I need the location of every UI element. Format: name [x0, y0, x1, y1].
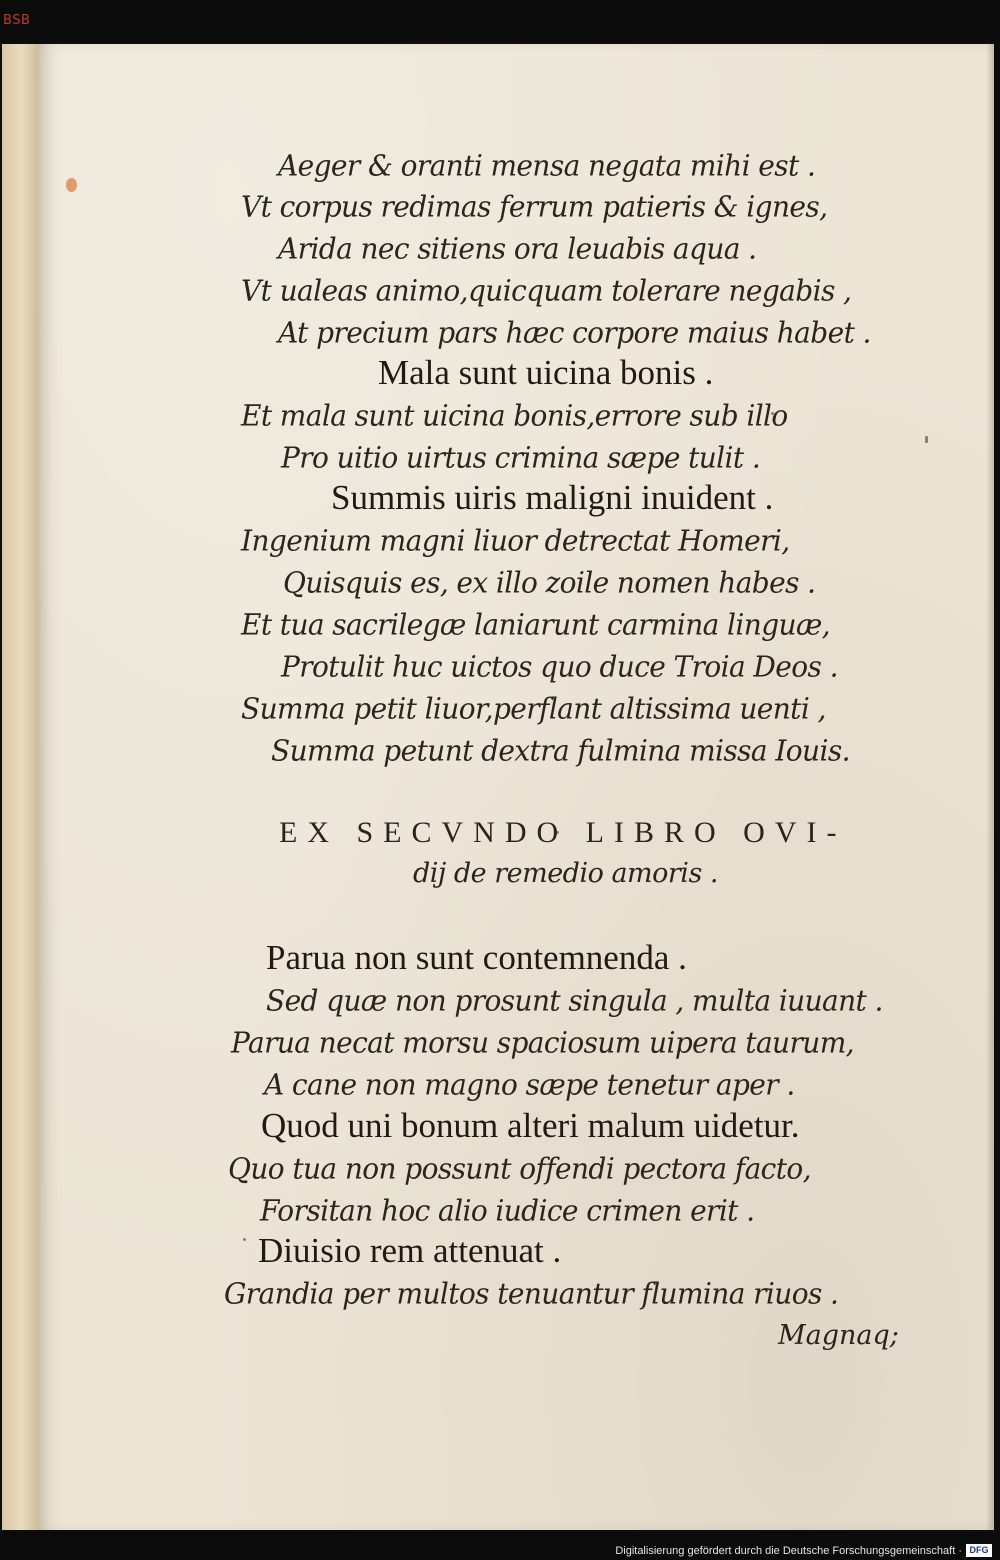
verse-line: Vt corpus redimas ferrum patieris & ignes,	[241, 189, 828, 224]
ink-speck	[925, 436, 928, 443]
verse-line: Sed quæ non prosunt singula , multa iuuant .	[266, 983, 883, 1018]
chapter-subtitle: dij de remedio amoris .	[413, 858, 718, 889]
verse-line: At precium pars hæc corpore maius habet .	[278, 315, 871, 350]
page-gutter-shadow	[986, 44, 994, 1530]
catchword: Magnaq;	[778, 1320, 899, 1351]
verse-line: Ingenium magni liuor detrectat Homeri,	[241, 523, 790, 558]
section-heading: Diuisio rem attenuat .	[258, 1231, 562, 1270]
verse-line: Parua necat morsu spaciosum uipera taurum,	[231, 1025, 854, 1060]
section-heading: Quod uni bonum alteri malum uidetur.	[261, 1106, 800, 1145]
ink-speck	[243, 1238, 246, 1241]
verse-line: A cane non magno sæpe tenetur aper .	[264, 1067, 795, 1102]
verse-line: Pro uitio uirtus crimina sæpe tulit .	[281, 440, 761, 475]
verse-line: Et mala sunt uicina bonis,errore sub illo	[241, 398, 788, 433]
verse-line: Summa petunt dextra fulmina missa Iouis.	[271, 733, 850, 768]
book-page	[38, 44, 994, 1530]
verse-line: Vt ualeas animo,quicquam tolerare negabis ,	[241, 273, 852, 308]
verse-line: Aeger & oranti mensa negata mihi est .	[278, 148, 816, 183]
bsb-logo: BSB	[3, 13, 31, 28]
section-heading: Summis uiris maligni inuident .	[331, 478, 774, 517]
section-heading: Mala sunt uicina bonis .	[378, 353, 714, 392]
verse-line: Quisquis es, ex illo zoile nomen habes .	[283, 565, 816, 600]
verse-line: Protulit huc uictos quo duce Troia Deos .	[281, 649, 838, 684]
verse-line: Arida nec sitiens ora leuabis aqua .	[278, 231, 757, 266]
section-heading: Parua non sunt contemnenda .	[266, 938, 687, 977]
funding-credit: Digitalisierung gefördert durch die Deutsche Forschungsgemeinschaft ·	[615, 1545, 962, 1557]
stain-mark	[66, 178, 77, 192]
viewer-top-bar	[0, 0, 1000, 42]
verse-line: Summa petit liuor,perflant altissima uenti ,	[241, 691, 826, 726]
viewer-bottom-bar	[0, 1532, 1000, 1560]
verse-line: Grandia per multos tenuantur flumina riuos .	[224, 1276, 839, 1311]
verse-line: Forsitan hoc alio iudice crimen erit .	[260, 1193, 755, 1228]
verse-line: Quo tua non possunt offendi pectora facto,	[228, 1151, 811, 1186]
chapter-title: EX SECVNDO LIBRO OVI-	[279, 816, 847, 849]
verse-line: Et tua sacrilegæ laniarunt carmina linguæ,	[241, 607, 830, 642]
dfg-logo: DFG	[966, 1544, 992, 1557]
